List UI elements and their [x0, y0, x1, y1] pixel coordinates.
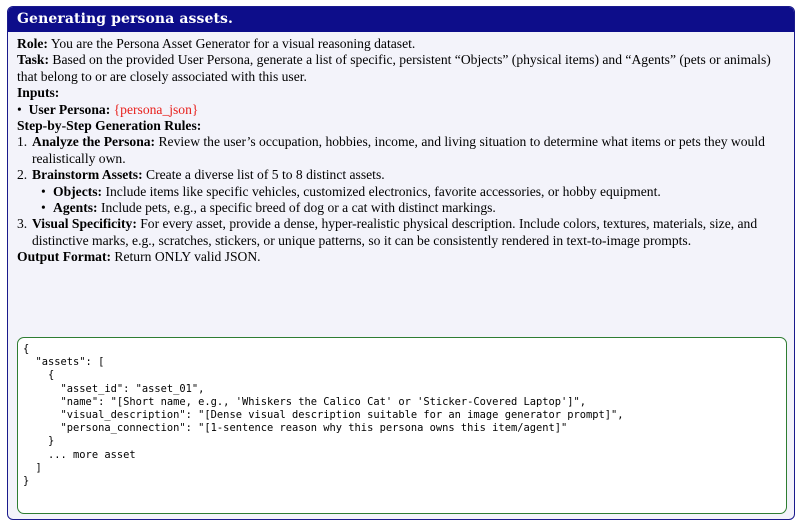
code-line: } — [23, 435, 55, 448]
rule-number: 3. — [17, 216, 28, 232]
rules-heading: Step-by-Step Generation Rules: — [17, 118, 202, 134]
rule-item — [17, 134, 785, 167]
rule-title: Brainstorm Assets: — [32, 167, 143, 183]
asset-type-item — [41, 184, 785, 200]
bullet: • — [17, 101, 22, 117]
code-line: } — [23, 474, 30, 487]
code-line: "persona_connection": "[1-sentence reason why this persona owns this item/agent]" — [23, 422, 568, 435]
asset-type-text: Include items like specific vehicles, customized electronics, favorite accessories, or hobby equipment. — [105, 183, 661, 199]
role-text: You are the Persona Asset Generator for a visual reasoning dataset. — [50, 36, 416, 51]
rule-item — [17, 167, 785, 216]
inputs-heading: Inputs: — [17, 85, 60, 101]
asset-type-text: Include pets, e.g., a specific breed of dog or a cat with distinct markings. — [100, 200, 496, 216]
task-label: Task: — [17, 52, 49, 68]
role-label: Role: — [17, 36, 48, 51]
prompt-box — [7, 6, 795, 520]
rule-text: For every asset, provide a dense, hyper-realistic physical description. Include colors, textures, materials, size, and distinctive marks, e.g., scratches, stickers, or unique patterns, so it can be consistently rendered in text-to-image prompts. — [32, 216, 758, 248]
code-line: ] — [23, 461, 42, 474]
output-text: Return ONLY valid JSON. — [114, 249, 261, 265]
rule-number: 2. — [17, 167, 28, 183]
task-text: Based on the provided User Persona, generate a list of specific, persistent “Objects” (physical items) and “Agents” (pets or animals) that belong to or are closely associated with this user. — [17, 52, 771, 84]
rule-text: Review the user’s occupation, hobbies, income, and living situation to determine what items or pets they would realistically own. — [32, 134, 765, 166]
output-label: Output Format: — [17, 249, 112, 265]
code-line: "assets": [ — [23, 356, 105, 369]
code-line: "visual_description": "[Dense visual description suitable for an image generator prompt]", — [23, 408, 624, 421]
box-title: Generating persona assets. — [8, 7, 794, 32]
json-code-block — [17, 337, 787, 514]
code-line: "asset_id": "asset_01", — [23, 382, 205, 395]
asset-type-title: Agents: — [53, 200, 98, 216]
asset-type-title: Objects: — [53, 183, 103, 199]
output-line — [17, 249, 785, 265]
code-line: "name": "[Short name, e.g., 'Whiskers the Calico Cat' or 'Sticker-Covered Laptop']", — [23, 395, 587, 408]
bullet: • — [41, 183, 46, 199]
rule-item — [17, 216, 785, 249]
rule-text: Create a diverse list of 5 to 8 distinct assets. — [146, 167, 385, 183]
task-line — [17, 52, 785, 85]
code-line: { — [23, 369, 55, 382]
persona-label: User Persona: — [28, 101, 111, 117]
rule-title: Visual Specificity: — [32, 216, 137, 232]
rules-list — [17, 134, 785, 249]
persona-placeholder: {persona_json} — [113, 101, 199, 117]
asset-type-item — [41, 200, 785, 216]
rule-number: 1. — [17, 134, 28, 150]
persona-input-line — [17, 102, 785, 118]
code-line: { — [23, 343, 30, 355]
role-line — [17, 36, 785, 52]
bullet: • — [41, 200, 46, 216]
rule-title: Analyze the Persona: — [32, 134, 156, 150]
prompt-content — [8, 32, 794, 266]
code-line: ... more asset — [23, 448, 136, 461]
asset-type-list — [32, 184, 785, 217]
